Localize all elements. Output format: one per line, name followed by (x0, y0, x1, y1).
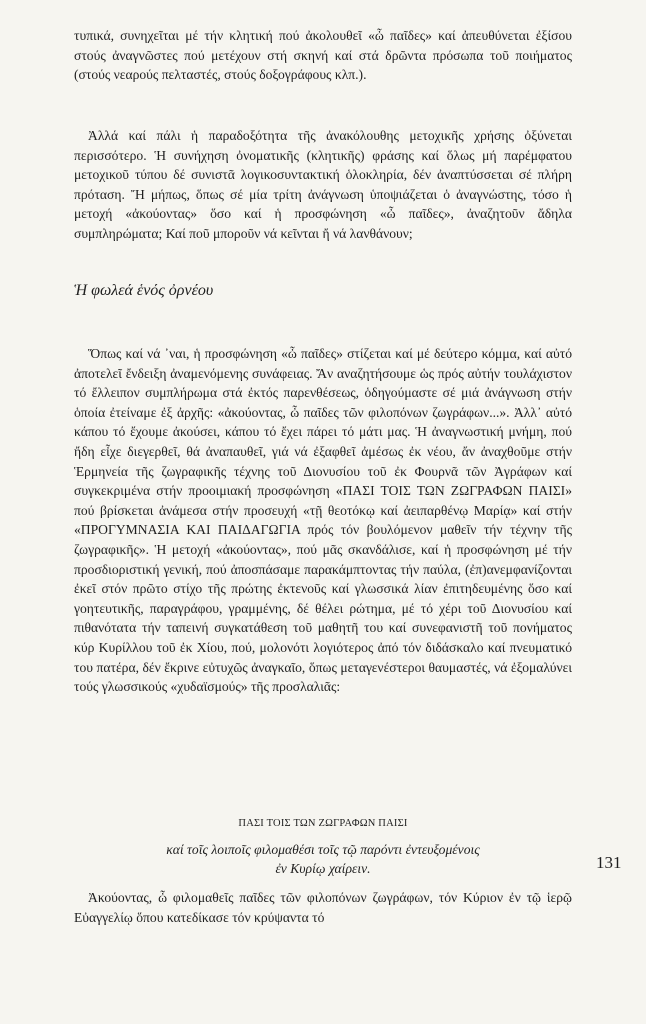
section-paragraph: Ὅπως καί νά ᾽ναι, ἡ προσφώνηση «ὦ παῖδες» στίζεται καί μέ δεύτερο κόμμα, καί αὐτό ἀποτελεῖ ἔνδειξη ἀναμενόμενης συνάφειας. Ἄν αναζητήσουμε ὡς πρός αὐτήν τουλάχιστον τό ἔλλειπον συμπλήρωμα στά ἐκτός παρενθέσεως, ὁδηγούμαστε σέ μιά ἀνάγνωση στήν ὁποία ἐτείναμε ἐξ ἀρχῆς: «ἀκούοντας, ὦ παῖδες τῶν φιλοπόνων ζωγράφων...». Ἀλλ᾽ αὐτό κάπου τό ἔχουμε ἀκούσει, κάπου τό ἔχει πάρει τό μάτι μας. Ἡ ἀναγνωστική μνήμη, πού ἤδη εἶχε διεγερθεῖ, θά ἀναπαυθεῖ, γιά νά ἐξαφθεῖ ἀμέσως ἐκ νέου, ἄν ἀναχθοῦμε στήν Ἑρμηνεία τῆς ζωγραφικῆς τέχνης τοῦ Διονυσίου τοῦ ἐκ Φουρνᾶ τῶν Ἀγράφων καί συγκεκριμένα στήν προοιμιακή προσφώνηση «ΠΑΣΙ ΤΟΙΣ ΤΩΝ ΖΩΓΡΑΦΩΝ ΠΑΙΣΙ» πού βρίσκεται ἀνάμεσα στήν προσευχή «τῇ θεοτόκῳ καί ἀειπαρθένῳ Μαρίᾳ» καί στήν «ΠΡΟΓΥΜΝΑΣΙΑ ΚΑΙ ΠΑΙΔΑΓΩΓΙΑ πρός τόν βουλόμενον μαθεῖν τήν τέχνην τῆς ζωγραφικῆς». Ἡ μετοχή «ἀκούοντας», πού μᾶς σκανδάλισε, καί ἡ προσφώνηση μέ τήν προσδιοριστική γενική, πού ἀποσπάσαμε παρακάμπτοντας τήν παύλα, (ἐπ)ανεμφανίζονται ἐκεῖ στόν πρῶτο στίχο τῆς πρώτης ἐκτενοῦς καί γλωσσικά λίαν ἐπιτηδευμένης ὅσο καί γοητευτικῆς, παραγράφου, γραμμένης, δέ θέλει ρώτημα, μέ τό χέρι τοῦ Διονυσίου καί πιθανότατα τήν ταπεινή συγκατάθεση τοῦ μαθητῆ του καί συνεφανιστῆ τοῦ πονήματος κύρ Κυρίλλου τοῦ ἐκ Χίου, πού, μολονότι λογιότερος ἀπό τόν διδάσκαλο καί πνευματικό του πατέρα, δέν ἔκρινε εὐτυχῶς ἀναγκαῖο, ὅπως μεταγενέστεροι θαυμαστές, νά ἐξομαλύνει τούς γλωσσικούς «χυδαϊσμούς» τῆς προσλαλιᾶς: (74, 346, 572, 695)
final-paragraph: Ἀκούοντας, ὦ φιλομαθεῖς παῖδες τῶν φιλοπόνων ζωγράφων, τόν Κύριον ἐν τῷ ἱερῷ Εὐαγγελίῳ ὅπου κατεδίκασε τόν κρύψαντα τό (74, 890, 572, 925)
page-number: 131 (596, 853, 622, 872)
quote-line: ἐν Κυρίῳ χαίρειν. (275, 861, 371, 876)
section-heading: Ἡ φωλεά ἑνός ὀρνέου (74, 282, 214, 299)
quote-line: καί τοῖς λοιποῖς φιλομαθέσι τοῖς τῷ παρόντι ἐντευξομένοις (166, 842, 480, 857)
paragraph-continuation: τυπικά, συνηχεῖται μέ τήν κλητική πού ἀκολουθεῖ «ὦ παῖδες» καί ἀπευθύνεται ἐξίσου στούς ἀναγνῶστες πού μετέχουν στή σκηνή καί στά δρῶντα πρόσωπα τοῦ ποιήματος (στούς νεαρούς πελταστές, στούς δοξογράφους κλπ.). (74, 28, 572, 83)
quote-caption: ΠΑΣΙ ΤΟΙΣ ΤΩΝ ΖΩΓΡΑΦΩΝ ΠΑΙΣΙ (238, 818, 408, 829)
paragraph-body: Ἀλλά καί πάλι ἡ παραδοξότητα τῆς ἀνακόλουθης μετοχικῆς χρήσης ὀξύνεται περισσότερο. Ἡ συνήχηση ὀνοματικῆς (κλητικῆς) φράσης καί ὅλως μή παρέμφατου μετοχικοῦ τύπου δέ συνιστᾶ λογικοσυντακτική ὁλοκληρία, δέν ἀναπτύσσεται σέ πλήρη πρόταση. Ἤ μήπως, ὅπως σέ μία τρίτη ἀνάγνωση ὑποψιάζεται ὁ ἀναγνώστης, τόσο ἡ μετοχή «ἀκούοντας» ὅσο καί ἡ προσφώνηση «ὦ παῖδες», ἀναζητοῦν ἄδηλα συμπληρώματα; Καί ποῦ μποροῦν νά κεῖνται ἤ νά λανθάνουν; (74, 128, 572, 241)
